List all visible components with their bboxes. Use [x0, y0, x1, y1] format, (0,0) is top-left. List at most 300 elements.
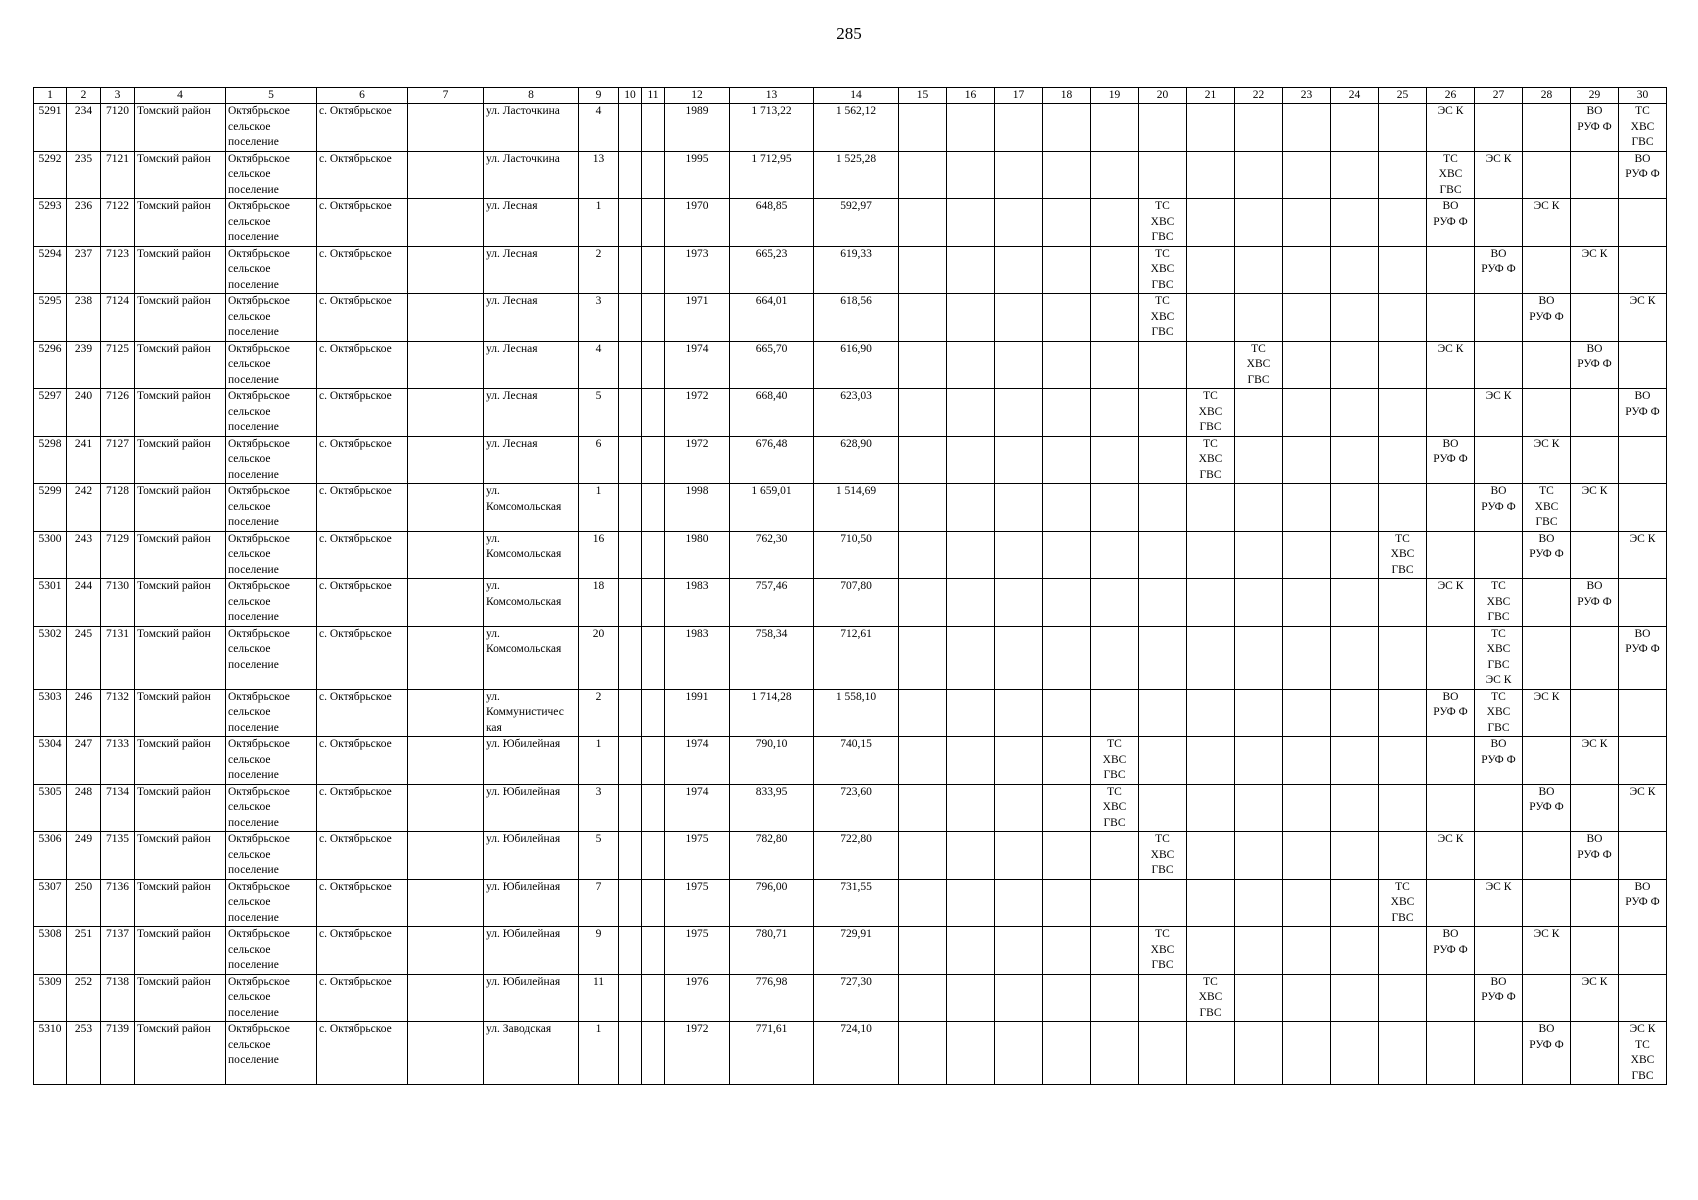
table-cell: [1523, 879, 1571, 927]
table-cell: ВО РУФ Ф: [1571, 832, 1619, 880]
table-cell: 3: [579, 294, 619, 342]
table-cell: 5294: [34, 246, 67, 294]
table-cell: [1043, 294, 1091, 342]
table-cell: [1283, 1022, 1331, 1085]
table-cell: [1331, 974, 1379, 1022]
table-cell: [619, 737, 642, 785]
table-row: [34, 784, 1667, 832]
table-cell: 1: [579, 484, 619, 532]
table-cell: 731,55: [814, 879, 899, 927]
column-header: 14: [814, 88, 899, 104]
table-cell: [1091, 341, 1139, 389]
table-cell: 676,48: [730, 436, 814, 484]
table-cell: Октябрьское сельское поселение: [226, 689, 317, 737]
table-cell: [1619, 832, 1667, 880]
table-cell: 7125: [101, 341, 135, 389]
table-cell: [947, 1022, 995, 1085]
table-cell: 9: [579, 927, 619, 975]
table-cell: ул. Лесная: [484, 294, 579, 342]
table-cell: [1379, 341, 1427, 389]
column-header: 2: [67, 88, 101, 104]
table-cell: [1331, 246, 1379, 294]
table-cell: 668,40: [730, 389, 814, 437]
table-cell: [1571, 389, 1619, 437]
table-cell: [1283, 737, 1331, 785]
table-cell: [995, 341, 1043, 389]
table-cell: [947, 104, 995, 152]
table-row: [34, 436, 1667, 484]
table-cell: [1427, 531, 1475, 579]
column-header: 29: [1571, 88, 1619, 104]
table-row: [34, 341, 1667, 389]
table-cell: [1523, 579, 1571, 627]
table-cell: [1091, 974, 1139, 1022]
table-cell: Октябрьское сельское поселение: [226, 436, 317, 484]
table-cell: с. Октябрьское: [317, 294, 408, 342]
table-cell: 250: [67, 879, 101, 927]
column-header: 16: [947, 88, 995, 104]
table-cell: [1619, 199, 1667, 247]
table-cell: 5299: [34, 484, 67, 532]
table-cell: [1475, 832, 1523, 880]
table-cell: 7128: [101, 484, 135, 532]
table-cell: [899, 927, 947, 975]
table-cell: 1983: [665, 626, 730, 689]
table-cell: Томский район: [135, 689, 226, 737]
table-cell: ВО РУФ Ф: [1475, 974, 1523, 1022]
table-cell: ТС ХВС ГВС: [1091, 784, 1139, 832]
table-cell: [1139, 737, 1187, 785]
table-cell: ЭС К: [1619, 784, 1667, 832]
table-cell: 245: [67, 626, 101, 689]
table-row: [34, 879, 1667, 927]
table-cell: [947, 341, 995, 389]
table-cell: [1187, 579, 1235, 627]
table-cell: ВО РУФ Ф: [1427, 927, 1475, 975]
table-cell: [1379, 484, 1427, 532]
table-cell: 16: [579, 531, 619, 579]
table-cell: 7137: [101, 927, 135, 975]
column-header: 8: [484, 88, 579, 104]
table-cell: ЭС К: [1475, 879, 1523, 927]
table-cell: [1379, 579, 1427, 627]
table-cell: 5291: [34, 104, 67, 152]
table-cell: [1139, 389, 1187, 437]
table-cell: [1043, 927, 1091, 975]
table-cell: [1283, 626, 1331, 689]
table-cell: Октябрьское сельское поселение: [226, 199, 317, 247]
column-header: 19: [1091, 88, 1139, 104]
table-cell: 1 712,95: [730, 151, 814, 199]
table-cell: [1379, 626, 1427, 689]
table-cell: [1523, 626, 1571, 689]
table-cell: ТС ХВС ГВС: [1475, 579, 1523, 627]
table-cell: 242: [67, 484, 101, 532]
table-cell: ВО РУФ Ф: [1619, 389, 1667, 437]
table-cell: Октябрьское сельское поселение: [226, 341, 317, 389]
table-cell: с. Октябрьское: [317, 341, 408, 389]
table-cell: [947, 784, 995, 832]
column-header: 1: [34, 88, 67, 104]
table-cell: [995, 1022, 1043, 1085]
table-cell: [995, 626, 1043, 689]
table-cell: 18: [579, 579, 619, 627]
column-header: 26: [1427, 88, 1475, 104]
table-cell: [1283, 484, 1331, 532]
table-cell: [1283, 974, 1331, 1022]
table-cell: 729,91: [814, 927, 899, 975]
table-cell: 796,00: [730, 879, 814, 927]
table-cell: 5301: [34, 579, 67, 627]
table-cell: [1235, 199, 1283, 247]
table-cell: ул. Ласточкина: [484, 151, 579, 199]
table-row: [34, 689, 1667, 737]
table-cell: 5297: [34, 389, 67, 437]
table-cell: с. Октябрьское: [317, 927, 408, 975]
table-cell: [1571, 436, 1619, 484]
table-cell: ВО РУФ Ф: [1427, 436, 1475, 484]
table-cell: [995, 104, 1043, 152]
table-cell: ул. Лесная: [484, 246, 579, 294]
table-cell: [1139, 436, 1187, 484]
table-cell: [995, 579, 1043, 627]
table-cell: ТС ХВС ГВС: [1187, 436, 1235, 484]
table-cell: 3: [579, 784, 619, 832]
table-cell: [899, 389, 947, 437]
table-cell: [1379, 199, 1427, 247]
table-cell: [1331, 784, 1379, 832]
table-cell: [619, 927, 642, 975]
table-cell: 11: [579, 974, 619, 1022]
table-cell: [1187, 832, 1235, 880]
table-cell: 7127: [101, 436, 135, 484]
table-cell: ЭС К: [1571, 737, 1619, 785]
table-cell: [1283, 689, 1331, 737]
table-cell: [1283, 341, 1331, 389]
column-header: 17: [995, 88, 1043, 104]
table-cell: ул. Ласточкина: [484, 104, 579, 152]
table-cell: [1331, 579, 1379, 627]
table-cell: [947, 531, 995, 579]
table-cell: [1043, 531, 1091, 579]
table-cell: ЭС К: [1427, 341, 1475, 389]
table-cell: [619, 531, 642, 579]
page-number: 285: [836, 24, 862, 43]
table-cell: 762,30: [730, 531, 814, 579]
table-cell: ЭС К: [1523, 927, 1571, 975]
table-cell: ВО РУФ Ф: [1571, 579, 1619, 627]
table-cell: [1235, 689, 1283, 737]
table-cell: [1619, 246, 1667, 294]
table-cell: ул. Юбилейная: [484, 737, 579, 785]
table-cell: Октябрьское сельское поселение: [226, 784, 317, 832]
table-cell: 1: [579, 737, 619, 785]
table-cell: [1619, 927, 1667, 975]
table-cell: [619, 436, 642, 484]
table-cell: [1427, 294, 1475, 342]
table-cell: [642, 484, 665, 532]
table-cell: [1091, 199, 1139, 247]
table-cell: [1619, 436, 1667, 484]
table-cell: ТС ХВС ГВС: [1523, 484, 1571, 532]
table-cell: 1970: [665, 199, 730, 247]
table-cell: 1: [579, 199, 619, 247]
table-cell: ТС ХВС ГВС: [1091, 737, 1139, 785]
table-row: [34, 531, 1667, 579]
table-cell: [642, 832, 665, 880]
table-cell: [619, 484, 642, 532]
table-cell: [947, 436, 995, 484]
table-cell: [1187, 294, 1235, 342]
table-cell: 236: [67, 199, 101, 247]
table-cell: ТС ХВС ГВС: [1187, 974, 1235, 1022]
table-cell: ул. Юбилейная: [484, 974, 579, 1022]
table-cell: [1427, 484, 1475, 532]
table-cell: [1523, 974, 1571, 1022]
table-cell: 710,50: [814, 531, 899, 579]
table-cell: Томский район: [135, 737, 226, 785]
table-cell: 1989: [665, 104, 730, 152]
table-cell: [947, 151, 995, 199]
table-cell: [1091, 832, 1139, 880]
table-cell: [995, 246, 1043, 294]
table-cell: [619, 579, 642, 627]
table-cell: 1974: [665, 341, 730, 389]
table-cell: ВО РУФ Ф: [1619, 151, 1667, 199]
table-cell: Октябрьское сельское поселение: [226, 832, 317, 880]
table-cell: [947, 832, 995, 880]
table-row: [34, 246, 1667, 294]
table-cell: ул. Комсомольская: [484, 626, 579, 689]
table-cell: [408, 1022, 484, 1085]
table-cell: 1975: [665, 879, 730, 927]
table-cell: [1091, 436, 1139, 484]
table-cell: ВО РУФ Ф: [1523, 531, 1571, 579]
table-cell: [1331, 436, 1379, 484]
table-cell: 1972: [665, 1022, 730, 1085]
table-cell: [995, 484, 1043, 532]
table-cell: [899, 784, 947, 832]
table-cell: ЭС К: [1427, 579, 1475, 627]
table-cell: ВО РУФ Ф: [1571, 104, 1619, 152]
table-cell: 7135: [101, 832, 135, 880]
table-cell: [1523, 341, 1571, 389]
table-cell: [1523, 246, 1571, 294]
table-cell: [408, 737, 484, 785]
table-cell: [1187, 341, 1235, 389]
table-cell: [408, 531, 484, 579]
table-cell: [995, 389, 1043, 437]
table-cell: Томский район: [135, 531, 226, 579]
table-cell: [1235, 626, 1283, 689]
table-cell: [1139, 531, 1187, 579]
table-cell: [947, 689, 995, 737]
table-cell: ул. Юбилейная: [484, 879, 579, 927]
table-cell: [408, 199, 484, 247]
table-cell: [899, 341, 947, 389]
table-cell: [899, 974, 947, 1022]
table-cell: Томский район: [135, 151, 226, 199]
column-header: 28: [1523, 88, 1571, 104]
table-cell: [1091, 246, 1139, 294]
column-header: 7: [408, 88, 484, 104]
table-cell: [408, 689, 484, 737]
table-cell: 237: [67, 246, 101, 294]
table-cell: [1235, 246, 1283, 294]
table-cell: 5296: [34, 341, 67, 389]
table-cell: [1523, 389, 1571, 437]
table-cell: [642, 341, 665, 389]
table-cell: 5295: [34, 294, 67, 342]
table-cell: ТС ХВС ГВС: [1619, 104, 1667, 152]
table-cell: Октябрьское сельское поселение: [226, 104, 317, 152]
table-cell: с. Октябрьское: [317, 689, 408, 737]
table-cell: [1571, 784, 1619, 832]
table-cell: ТС ХВС ГВС: [1139, 199, 1187, 247]
table-cell: [1331, 626, 1379, 689]
table-cell: [1187, 199, 1235, 247]
column-header: 13: [730, 88, 814, 104]
column-header: 20: [1139, 88, 1187, 104]
table-cell: [1235, 927, 1283, 975]
table-cell: [408, 832, 484, 880]
table-cell: [1475, 436, 1523, 484]
table-cell: 244: [67, 579, 101, 627]
table-cell: 4: [579, 341, 619, 389]
table-cell: [947, 626, 995, 689]
table-cell: 253: [67, 1022, 101, 1085]
table-cell: Томский район: [135, 294, 226, 342]
table-cell: [1619, 579, 1667, 627]
table-cell: [1475, 1022, 1523, 1085]
table-cell: [1379, 246, 1427, 294]
table-cell: [1379, 832, 1427, 880]
table-cell: [1427, 974, 1475, 1022]
table-cell: 1 659,01: [730, 484, 814, 532]
table-cell: [1091, 531, 1139, 579]
table-cell: 5: [579, 832, 619, 880]
table-cell: [642, 737, 665, 785]
table-cell: [995, 294, 1043, 342]
table-cell: ТС ХВС ГВС: [1139, 927, 1187, 975]
table-cell: с. Октябрьское: [317, 436, 408, 484]
table-cell: 7121: [101, 151, 135, 199]
column-header: 5: [226, 88, 317, 104]
table-cell: [619, 626, 642, 689]
table-cell: Октябрьское сельское поселение: [226, 151, 317, 199]
table-cell: Томский район: [135, 341, 226, 389]
table-cell: [1331, 389, 1379, 437]
column-header: 25: [1379, 88, 1427, 104]
table-cell: ВО РУФ Ф: [1475, 246, 1523, 294]
table-cell: с. Октябрьское: [317, 737, 408, 785]
table-cell: с. Октябрьское: [317, 1022, 408, 1085]
table-cell: [1235, 531, 1283, 579]
table-cell: 20: [579, 626, 619, 689]
table-cell: [1283, 832, 1331, 880]
table-cell: [1139, 579, 1187, 627]
table-cell: 5: [579, 389, 619, 437]
table-cell: ул. Лесная: [484, 199, 579, 247]
table-cell: 7132: [101, 689, 135, 737]
table-cell: с. Октябрьское: [317, 879, 408, 927]
table-cell: [619, 784, 642, 832]
table-cell: ЭС К ТС ХВС ГВС: [1619, 1022, 1667, 1085]
table-cell: [899, 294, 947, 342]
table-cell: Томский район: [135, 879, 226, 927]
table-cell: 1 558,10: [814, 689, 899, 737]
table-cell: Томский район: [135, 199, 226, 247]
table-cell: [1379, 927, 1427, 975]
table-row: [34, 1022, 1667, 1085]
table-cell: [1283, 436, 1331, 484]
table-cell: [1091, 879, 1139, 927]
table-cell: [642, 626, 665, 689]
table-cell: [899, 436, 947, 484]
table-cell: 240: [67, 389, 101, 437]
table-cell: [1523, 737, 1571, 785]
table-cell: [1187, 151, 1235, 199]
table-cell: с. Октябрьское: [317, 626, 408, 689]
table-cell: [1619, 341, 1667, 389]
table-cell: [1379, 104, 1427, 152]
table-cell: Томский район: [135, 974, 226, 1022]
table-cell: 235: [67, 151, 101, 199]
table-cell: 771,61: [730, 1022, 814, 1085]
table-cell: [619, 199, 642, 247]
table-cell: [1427, 1022, 1475, 1085]
table-cell: ВО РУФ Ф: [1523, 294, 1571, 342]
table-cell: [1235, 737, 1283, 785]
table-cell: [1571, 689, 1619, 737]
table-cell: Томский район: [135, 484, 226, 532]
table-cell: с. Октябрьское: [317, 531, 408, 579]
table-cell: [1235, 1022, 1283, 1085]
table-cell: 234: [67, 104, 101, 152]
table-cell: [1283, 104, 1331, 152]
table-cell: [1331, 689, 1379, 737]
table-cell: [1187, 1022, 1235, 1085]
table-cell: [1091, 626, 1139, 689]
table-cell: 782,80: [730, 832, 814, 880]
table-cell: [1235, 389, 1283, 437]
table-cell: 758,34: [730, 626, 814, 689]
table-cell: Октябрьское сельское поселение: [226, 531, 317, 579]
table-cell: 790,10: [730, 737, 814, 785]
table-cell: 619,33: [814, 246, 899, 294]
table-cell: [1619, 974, 1667, 1022]
header-row: [34, 88, 1667, 104]
table-cell: 628,90: [814, 436, 899, 484]
table-cell: [619, 1022, 642, 1085]
table-cell: 1980: [665, 531, 730, 579]
table-cell: [1379, 294, 1427, 342]
table-cell: 5303: [34, 689, 67, 737]
table-cell: с. Октябрьское: [317, 579, 408, 627]
table-cell: ул. Коммунистичес кая: [484, 689, 579, 737]
table-cell: ВО РУФ Ф: [1619, 626, 1667, 689]
table-cell: [408, 436, 484, 484]
table-cell: [642, 879, 665, 927]
table-cell: 2: [579, 246, 619, 294]
table-cell: 5300: [34, 531, 67, 579]
table-cell: ВО РУФ Ф: [1619, 879, 1667, 927]
table-cell: 249: [67, 832, 101, 880]
table-cell: ЭС К: [1571, 246, 1619, 294]
table-cell: ТС ХВС ГВС: [1475, 689, 1523, 737]
table-cell: [1331, 879, 1379, 927]
table-cell: 780,71: [730, 927, 814, 975]
